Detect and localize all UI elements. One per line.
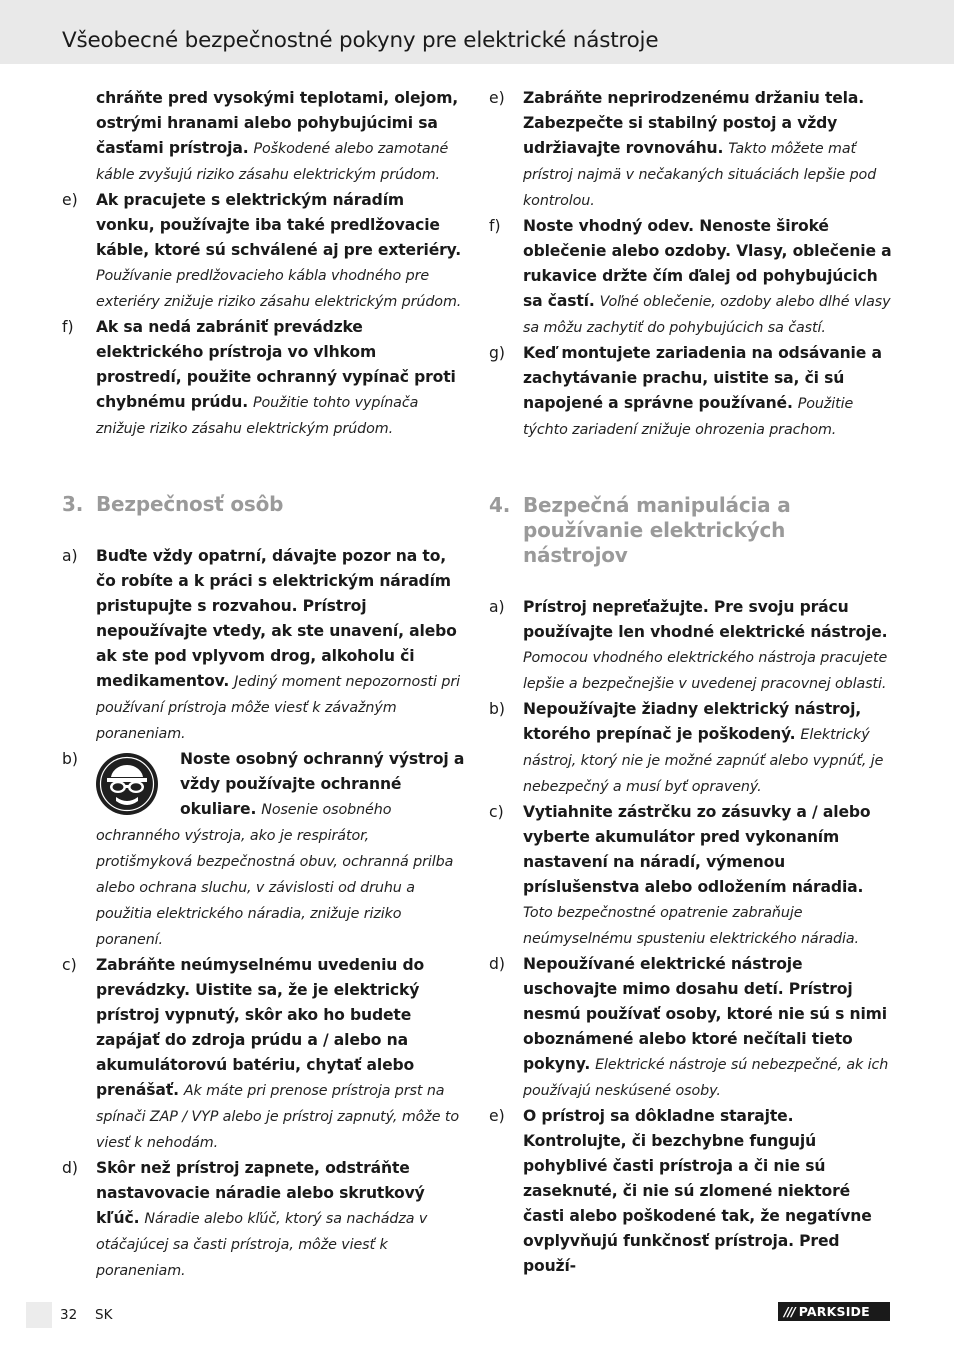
list-item [62,1156,466,1284]
item-bold-text: Buďte vždy opatrní, dávajte pozor na to, čo robíte a k práci s elektrickým náradím pristupujte s rozvahou. Prístroj nepoužívajte vtedy, ak ste unavení, alebo ak ste pod vplyvom drog, alkoholu či medikamentov. [96,547,457,690]
list-item [489,697,893,800]
item-letter: g) [489,344,505,362]
item-italic-text: Elektrické nástroje sú nebezpečné, ak ich používajú neskúsené osoby. [523,1057,889,1099]
item-bold-text: Ak sa nedá zabrániť prevádzke elektrického prístroja vo vlhkom prostredí, použite ochranný vypínač proti chybnému prúdu. [96,318,456,411]
page-header [0,0,954,64]
item-italic-text: Pomocou vhodného elektrického nástroja pracujete lepšie a bezpečnejšie v uvedenej pracovnej oblasti. [523,650,888,692]
left-column [62,86,466,1284]
item-letter: f) [62,318,74,336]
item-bold-text: Noste osobný ochranný výstroj a vždy používajte ochranné okuliare. [180,750,465,818]
language-code: SK [95,1307,113,1323]
item-letter: b) [62,750,78,768]
item-bold-text: Ak pracujete s elektrickým náradím vonku, používajte iba také predlžovacie káble, ktoré sú schválené aj pre exteriéry. [96,191,462,259]
item-letter: d) [489,955,505,973]
list-item [489,214,893,341]
item-letter: f) [489,217,501,235]
item-bold-text: chráňte pred vysokými teplotami, olejom, ostrými hranami alebo pohybujúcimi sa časťami prístroja. [96,89,459,157]
item-italic-text: Jediný moment nepozornosti pri používaní prístroja môže viesť k závažným poraneniam. [96,674,461,742]
page-number-box [26,1302,52,1328]
list-item [62,188,466,315]
item-bold-text: Keď montujete zariadenia na odsávanie a zachytávanie prachu, uistite sa, či sú napojené a správne používané. [523,344,882,412]
list-item [62,315,466,442]
item-italic-text: Voľné oblečenie, ozdoby alebo dlhé vlasy sa môžu zachytiť do pohybujúcich sa častí. [523,294,891,336]
item-italic-text: Použitie tohto vypínača znižuje riziko zásahu elektrickým prúdom. [96,395,419,437]
item-letter: a) [489,598,505,616]
safety-goggles-pictogram [96,753,180,819]
item-italic-text: Nosenie osobného ochranného výstroja, ako je respirátor, protišmyková bezpečnostná obuv, ochranná prilba alebo ochrana sluchu, v závislosti od druhu a použitia elektrického náradia, znižuje riziko poranení. [96,802,454,948]
item-italic-text: Používanie predlžovacieho kábla vhodného pre exteriéry znižuje riziko zásahu elektrickým prúdom. [96,268,462,310]
item-italic-text: Náradie alebo kľúč, ktorý sa nachádza v otáčajúcej sa časti prístroja, môže viesť k poraneniam. [96,1211,428,1279]
section-heading [489,493,893,568]
list-item [489,800,893,952]
logo-text: PARKSIDE [798,1304,870,1319]
item-letter: e) [62,191,78,209]
list-item [62,544,466,747]
page-title: Všeobecné bezpečnostné pokyny pre elektrické nástroje [62,28,659,53]
logo-slashes: /// [784,1304,795,1319]
list-item [489,86,893,214]
item-italic-text: Ak máte pri prenose prístroja prst na spínači ZAP / VYP alebo je prístroj zapnutý, môže to viesť k nehodám. [96,1083,459,1151]
item-italic-text: Takto môžete mať prístroj najmä v nečakaných situáciách lepšie pod kontrolou. [523,141,877,209]
section-heading [62,492,466,517]
item-bold-text: Prístroj nepreťažujte. Pre svoju prácu používajte len vhodné elektrické nástroje. [523,598,888,641]
item-letter: e) [489,1107,505,1125]
section-title: Bezpečná manipulácia a používanie elektrických nástrojov [523,493,791,567]
parkside-logo [778,1302,890,1321]
item-bold-text: Zabráňte neúmyselnému uvedeniu do prevádzky. Uistite sa, že je elektrický prístroj vypnutý, skôr ako ho budete zapájať do zdroja prúdu a / alebo na akumulátorovú batériu, chytať alebo prenášať. [96,956,425,1099]
item-italic-text: Toto bezpečnostné opatrenie zabraňuje neúmyselnému spusteniu elektrického náradia. [523,905,859,947]
item-bold-text: Nepoužívané elektrické nástroje uschovajte mimo dosahu detí. Prístroj nesmú používať osoby, ktoré nie sú s nimi oboznámené alebo ktoré nečítali tieto pokyny. [523,955,887,1073]
item-letter: c) [62,956,77,974]
safety-goggles-icon [96,753,158,815]
item-bold-text: Zabráňte neprirodzenému držaniu tela. Zabezpečte si stabilný postoj a vždy udržiavajte rovnováhu. [523,89,865,157]
item-italic-text: Elektrický nástroj, ktorý nie je možné zapnúť alebo vypnúť, je nebezpečný a musí byť opravený. [523,727,884,795]
list-item [489,595,893,697]
item-italic-text: Použitie týchto zariadení znižuje ohrozenia prachom. [523,396,854,438]
list-item [489,1104,893,1279]
item-letter: e) [489,89,505,107]
right-column [489,86,893,1279]
item-bold-text: Vytiahnite zástrčku zo zásuvky a / alebo vyberte akumulátor pred vykonaním nastavení na náradí, výmenou príslušenstva alebo odložením náradia. [523,803,871,896]
list-item [62,86,466,188]
list-item [62,953,466,1156]
section-number: 3. [62,492,84,516]
item-bold-text: Noste vhodný odev. Nenoste široké oblečenie alebo ozdoby. Vlasy, oblečenie a rukavice držte čím ďalej od pohybujúcich sa častí. [523,217,892,310]
item-letter: b) [489,700,505,718]
item-letter: a) [62,547,78,565]
list-item [489,952,893,1104]
page-number: 32 [60,1307,78,1323]
section-title: Bezpečnosť osôb [96,492,284,516]
item-italic-text: Poškodené alebo zamotané káble zvyšujú riziko zásahu elektrickým prúdom. [96,141,449,183]
item-letter: c) [489,803,504,821]
item-bold-text: O prístroj sa dôkladne starajte. Kontrolujte, či bezchybne fungujú pohyblivé časti prístroja a či nie sú zaseknuté, či nie sú zlomené niektoré časti alebo poškodené tak, že negatívne ovplyvňujú funkčnosť prístroja. Pred použí- [523,1107,872,1275]
list-item [62,747,466,953]
item-bold-text: Nepoužívajte žiadny elektrický nástroj, ktorého prepínač je poškodený. [523,700,862,743]
section-number: 4. [489,493,511,517]
item-bold-text: Skôr než prístroj zapnete, odstráňte nastavovacie náradie alebo skrutkový kľúč. [96,1159,425,1227]
item-letter: d) [62,1159,78,1177]
list-item [489,341,893,443]
